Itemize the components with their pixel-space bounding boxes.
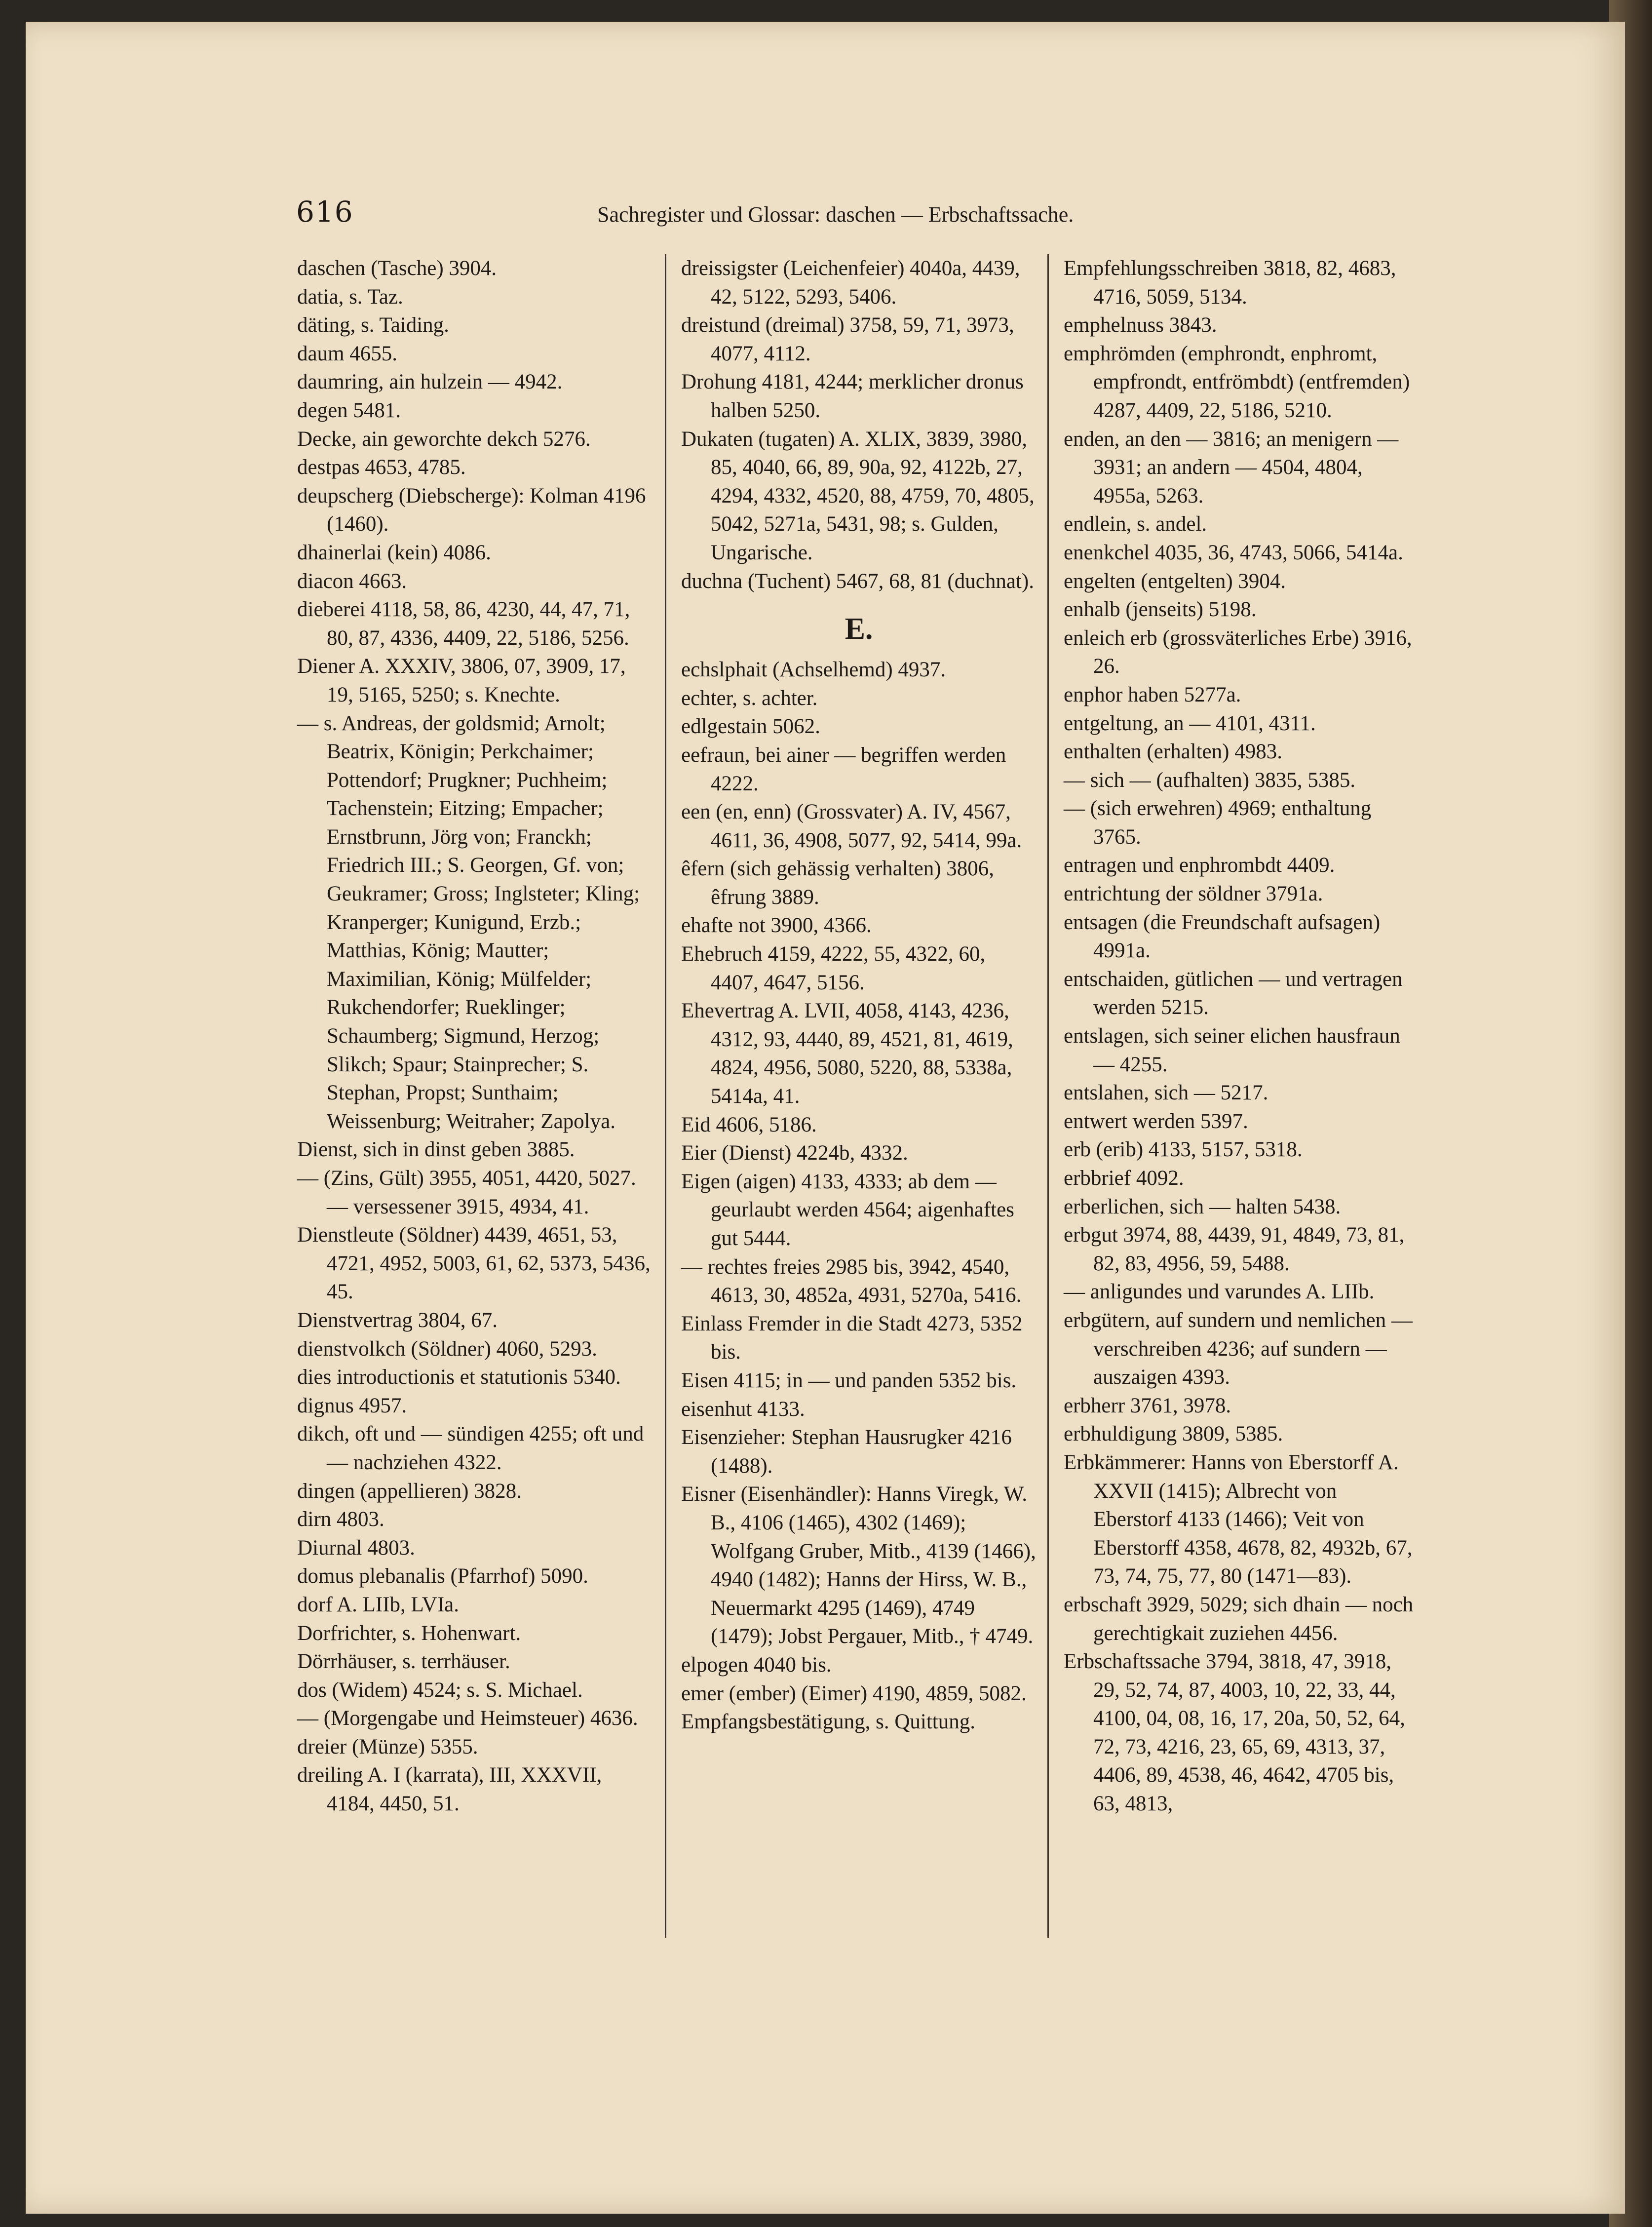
index-entry: — anligundes und varundes A. LIIb.: [1064, 1280, 1375, 1304]
index-column-2: [681, 254, 1037, 1736]
index-entry: enleich erb (grossväterliches Erbe) 3916, 26.: [1064, 626, 1412, 678]
index-entry: erbgut 3974, 88, 4439, 91, 4849, 73, 81, 82, 83, 4956, 59, 5488.: [1064, 1223, 1405, 1275]
index-entry: Ehebruch 4159, 4222, 55, 4322, 60, 4407, 4647, 5156.: [681, 942, 986, 994]
index-entry: Empfangsbestätigung, s. Quittung.: [681, 1710, 975, 1734]
index-entry: Dienst, sich in dinst geben 3885.: [297, 1138, 575, 1162]
index-entry: emphelnuss 3843.: [1064, 313, 1217, 337]
index-entry: entrichtung der söldner 3791a.: [1064, 882, 1323, 906]
index-entry: entslagen, sich seiner elichen hausfraun — 4255.: [1064, 1024, 1400, 1076]
index-entry: dieberei 4118, 58, 86, 4230, 44, 47, 71, 80, 87, 4336, 4409, 22, 5186, 5256.: [297, 598, 630, 650]
index-entry: dreissigster (Leichenfeier) 4040a, 4439, 42, 5122, 5293, 5406.: [681, 257, 1020, 309]
page-header: [271, 195, 1297, 234]
index-entry: Eisen 4115; in — und panden 5352 bis.: [681, 1368, 1017, 1392]
index-entry: Eier (Dienst) 4224b, 4332.: [681, 1141, 908, 1165]
index-entry: erb (erib) 4133, 5157, 5318.: [1064, 1138, 1303, 1162]
index-entry: edlgestain 5062.: [681, 715, 820, 739]
index-entry: destpas 4653, 4785.: [297, 456, 466, 479]
index-entry: Dienstvertrag 3804, 67.: [297, 1308, 498, 1332]
index-entry: Diurnal 4803.: [297, 1536, 415, 1560]
index-entry: daschen (Tasche) 3904.: [297, 257, 497, 280]
index-entry: emphrömden (emphrondt, enphromt, empfrondt, entfrömbdt) (entfremden) 4287, 4409, 22, 5186, 5210.: [1064, 342, 1410, 422]
index-entry: emer (ember) (Eimer) 4190, 4859, 5082.: [681, 1681, 1027, 1705]
section-letter: E.: [845, 612, 873, 646]
index-entry: entslahen, sich — 5217.: [1064, 1081, 1268, 1105]
index-entry: een (en, enn) (Grossvater) A. IV, 4567, 4611, 36, 4908, 5077, 92, 5414, 99a.: [681, 800, 1022, 852]
index-entry: êfern (sich gehässig verhalten) 3806, êfrung 3889.: [681, 857, 995, 909]
index-entry: domus plebanalis (Pfarrhof) 5090.: [297, 1564, 588, 1588]
index-entry: echter, s. achter.: [681, 686, 818, 710]
index-entry: erbbrief 4092.: [1064, 1167, 1184, 1190]
index-entry: Eisner (Eisenhändler): Hanns Viregk, W. B., 4106 (1465), 4302 (1469); Wolfgang Gruber, Mitb., 4139 (1466), 4940 (1482); Hanns der Hirss, W. B., Neuermarkt 4295 (1469), 4749 (1479); Jobst Pergauer, Mitb., † 4749.: [681, 1483, 1036, 1648]
index-entry: eisenhut 4133.: [681, 1397, 805, 1421]
index-entry: erbherr 3761, 3978.: [1064, 1394, 1231, 1417]
index-entry: — (sich erwehren) 4969; enthaltung 3765.: [1064, 797, 1372, 849]
index-entry: dhainerlai (kein) 4086.: [297, 541, 491, 564]
index-entry: — (Zins, Gült) 3955, 4051, 4420, 5027. — versessener 3915, 4934, 41.: [297, 1167, 636, 1218]
index-entry: Diener A. XXXIV, 3806, 07, 3909, 17, 19, 5165, 5250; s. Knechte.: [297, 655, 626, 706]
index-entry: enhalb (jenseits) 5198.: [1064, 598, 1257, 622]
index-entry: echslphait (Achselhemd) 4937.: [681, 658, 946, 682]
index-entry: entragen und enphrombdt 4409.: [1064, 854, 1335, 877]
index-entry: daumring, ain hulzein — 4942.: [297, 370, 563, 394]
index-entry: Eisenzieher: Stephan Hausrugker 4216 (1488).: [681, 1426, 1012, 1478]
index-entry: endlein, s. andel.: [1064, 512, 1207, 536]
index-entry: Eigen (aigen) 4133, 4333; ab dem — geurlaubt werden 4564; aigenhaftes gut 5444.: [681, 1170, 1014, 1250]
index-entry: degen 5481.: [297, 398, 401, 422]
index-entry: dreiling A. I (karrata), III, XXXVII, 4184, 4450, 51.: [297, 1763, 602, 1816]
index-entry: dirn 4803.: [297, 1508, 384, 1531]
index-entry: enden, an den — 3816; an menigern — 3931; an andern — 4504, 4804, 4955a, 5263.: [1064, 427, 1399, 508]
index-entry: — (Morgengabe und Heimsteuer) 4636.: [297, 1707, 638, 1730]
index-entry: Dukaten (tugaten) A. XLIX, 3839, 3980, 85, 4040, 66, 89, 90a, 92, 4122b, 27, 4294, 4332, 4520, 88, 4759, 70, 4805, 5042, 5271a, 5431, 98; s. Gulden, Ungarische.: [681, 427, 1035, 564]
index-entry: Erbkämmerer: Hanns von Eberstorff A. XXVII (1415); Albrecht von Eberstorf 4133 (1466); Veit von Eberstorff 4358, 4678, 82, 4932b, 67, 73, 74, 75, 77, 80 (1471—83).: [1064, 1450, 1413, 1588]
index-entry: entschaiden, gütlichen — und vertragen werden 5215.: [1064, 967, 1403, 1019]
column-rule: [665, 254, 666, 1938]
index-column-3: [1064, 254, 1419, 1818]
index-entry: dreier (Münze) 5355.: [297, 1735, 478, 1758]
index-entry: Empfehlungsschreiben 3818, 82, 4683, 4716, 5059, 5134.: [1064, 257, 1396, 309]
index-entry: enenkchel 4035, 36, 4743, 5066, 5414a.: [1064, 541, 1403, 564]
index-entry: dignus 4957.: [297, 1394, 407, 1417]
index-entry: erbgütern, auf sundern und nemlichen — verschreiben 4236; auf sundern — auszaigen 4393.: [1064, 1308, 1413, 1389]
index-entry: datia, s. Taz.: [297, 285, 403, 309]
index-entry: engelten (entgelten) 3904.: [1064, 569, 1286, 593]
index-entry: enphor haben 5277a.: [1064, 683, 1241, 706]
index-entry: ehafte not 3900, 4366.: [681, 914, 872, 938]
index-entry: dorf A. LIIb, LVIa.: [297, 1593, 460, 1616]
index-entry: elpogen 4040 bis.: [681, 1653, 832, 1677]
index-entry: dreistund (dreimal) 3758, 59, 71, 3973, 4077, 4112.: [681, 313, 1014, 365]
index-entry: Dörrhäuser, s. terrhäuser.: [297, 1650, 510, 1674]
index-entry: dienstvolkch (Söldner) 4060, 5293.: [297, 1337, 597, 1361]
page-number: 616: [296, 195, 354, 229]
index-entry: dies introductionis et statutionis 5340.: [297, 1366, 621, 1389]
index-entry: erbhuldigung 3809, 5385.: [1064, 1422, 1283, 1446]
index-entry: diacon 4663.: [297, 569, 407, 593]
running-head: Sachregister und Glossar: daschen — Erbschaftssache.: [597, 202, 1074, 227]
column-rule: [1047, 254, 1049, 1938]
index-entry: enthalten (erhalten) 4983.: [1064, 740, 1282, 764]
index-entry: dingen (appellieren) 3828.: [297, 1479, 522, 1503]
index-entry: — sich — (aufhalten) 3835, 5385.: [1064, 768, 1356, 792]
index-entry: entwert werden 5397.: [1064, 1109, 1248, 1133]
index-entry: Decke, ain geworchte dekch 5276.: [297, 427, 591, 451]
index-entry: Drohung 4181, 4244; merklicher dronus halben 5250.: [681, 370, 1024, 422]
index-entry: entgeltung, an — 4101, 4311.: [1064, 711, 1316, 735]
index-entry: duchna (Tuchent) 5467, 68, 81 (duchnat).: [681, 569, 1034, 593]
index-entry: Dienstleute (Söldner) 4439, 4651, 53, 4721, 4952, 5003, 61, 62, 5373, 5436, 45.: [297, 1223, 651, 1304]
index-entry: — rechtes freies 2985 bis, 3942, 4540, 4613, 30, 4852a, 4931, 5270a, 5416.: [681, 1255, 1022, 1307]
index-entry: dikch, oft und — sündigen 4255; oft und — nachziehen 4322.: [297, 1422, 644, 1474]
index-entry: Einlass Fremder in die Stadt 4273, 5352 bis.: [681, 1312, 1023, 1364]
index-entry: erbschaft 3929, 5029; sich dhain — noch gerechtigkait zuziehen 4456.: [1064, 1593, 1414, 1645]
index-entry: Eid 4606, 5186.: [681, 1113, 817, 1136]
index-entry: — s. Andreas, der goldsmid; Arnolt; Beatrix, Königin; Perkchaimer; Pottendorf; Prugkner; Puchheim; Tachenstein; Eitzing; Empacher; Ernstbrunn, Jörg von; Franckh; Friedrich III.; S. Georgen, Gf. von; Geukramer; Gross; Inglsteter; Kling; Kranperger; Kunigund, Erzb.; Matthias, König; Mautter; Maximilian, König; Mülfelder; Rukchendorfer; Rueklinger; Schaumberg; Sigmund, Herzog; Slikch; Spaur; Stainprecher; S. Stephan, Propst; Sunthaim; Weissenburg; Weitraher; Zapolya.: [297, 711, 640, 1133]
index-entry: entsagen (die Freundschaft aufsagen) 4991a.: [1064, 910, 1381, 963]
index-entry: erberlichen, sich — halten 5438.: [1064, 1195, 1341, 1218]
index-entry: däting, s. Taiding.: [297, 313, 449, 337]
index-entry: Ehevertrag A. LVII, 4058, 4143, 4236, 4312, 93, 4440, 89, 4521, 81, 4619, 4824, 4956, 5080, 5220, 88, 5338a, 5414a, 41.: [681, 999, 1013, 1108]
index-entry: deupscherg (Diebscherge): Kolman 4196 (1460).: [297, 484, 646, 536]
index-entry: Dorfrichter, s. Hohenwart.: [297, 1621, 521, 1645]
index-entry: Erbschaftssache 3794, 3818, 47, 3918, 29, 52, 74, 87, 4003, 10, 22, 33, 44, 4100, 04, 08, 16, 17, 20a, 50, 52, 64, 72, 73, 4216, 23, 65, 69, 4313, 37, 4406, 89, 4538, 46, 4642, 4705 bis, 63, 4813,: [1064, 1650, 1405, 1816]
index-column-1: [297, 254, 653, 1818]
index-entry: daum 4655.: [297, 342, 398, 365]
index-entry: dos (Widem) 4524; s. S. Michael.: [297, 1678, 583, 1702]
index-entry: eefraun, bei ainer — begriffen werden 4222.: [681, 743, 1006, 795]
